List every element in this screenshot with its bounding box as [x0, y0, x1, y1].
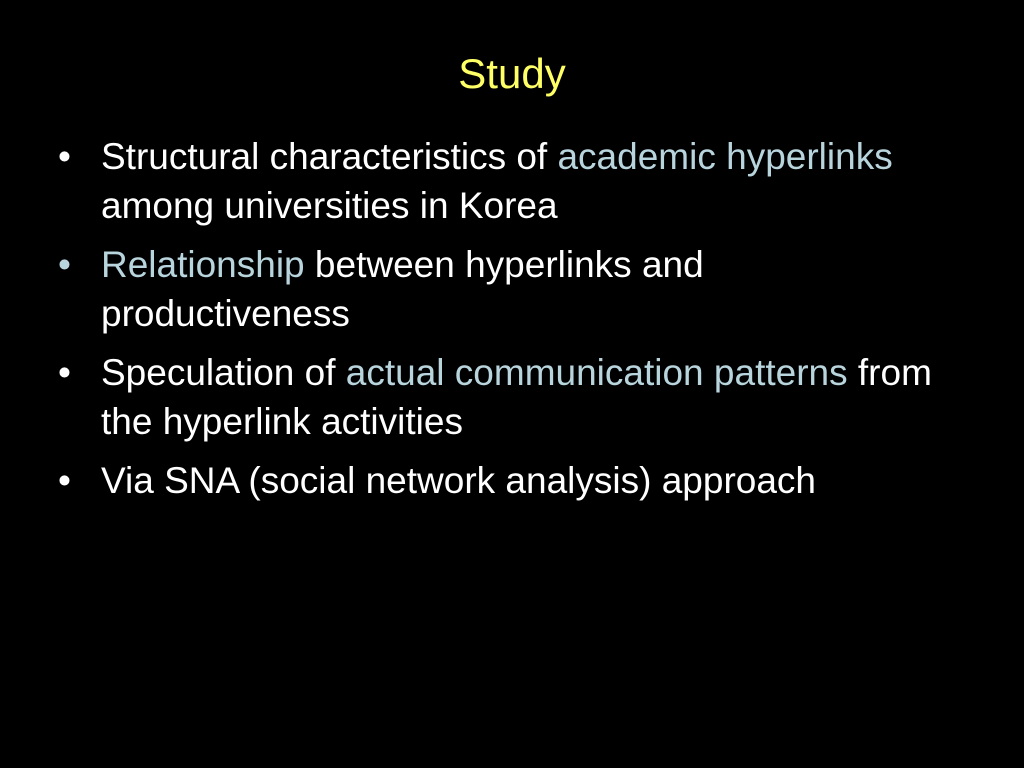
bullet-marker: •	[58, 352, 71, 393]
bullet-list	[56, 132, 956, 515]
highlighted-text: Relationship	[101, 244, 305, 285]
bullet-text: Structural characteristics of	[101, 136, 558, 177]
highlighted-text: actual communication patterns	[345, 352, 848, 393]
bullet-marker: •	[58, 136, 71, 177]
bullet-item	[56, 456, 956, 505]
bullet-text: Via SNA (social network analysis) approach	[101, 460, 816, 501]
bullet-text: from the hyperlink activities	[101, 352, 932, 442]
bullet-text: between hyperlinks and productiveness	[101, 244, 704, 334]
bullet-marker: •	[58, 244, 71, 285]
bullet-item	[56, 348, 956, 446]
bullet-item	[56, 132, 956, 230]
bullet-marker: •	[58, 460, 71, 501]
bullet-text: among universities in Korea	[101, 185, 558, 226]
bullet-item	[56, 240, 956, 338]
highlighted-text: academic hyperlinks	[557, 136, 893, 177]
bullet-text: Speculation of	[101, 352, 346, 393]
slide-title: Study	[458, 50, 566, 97]
